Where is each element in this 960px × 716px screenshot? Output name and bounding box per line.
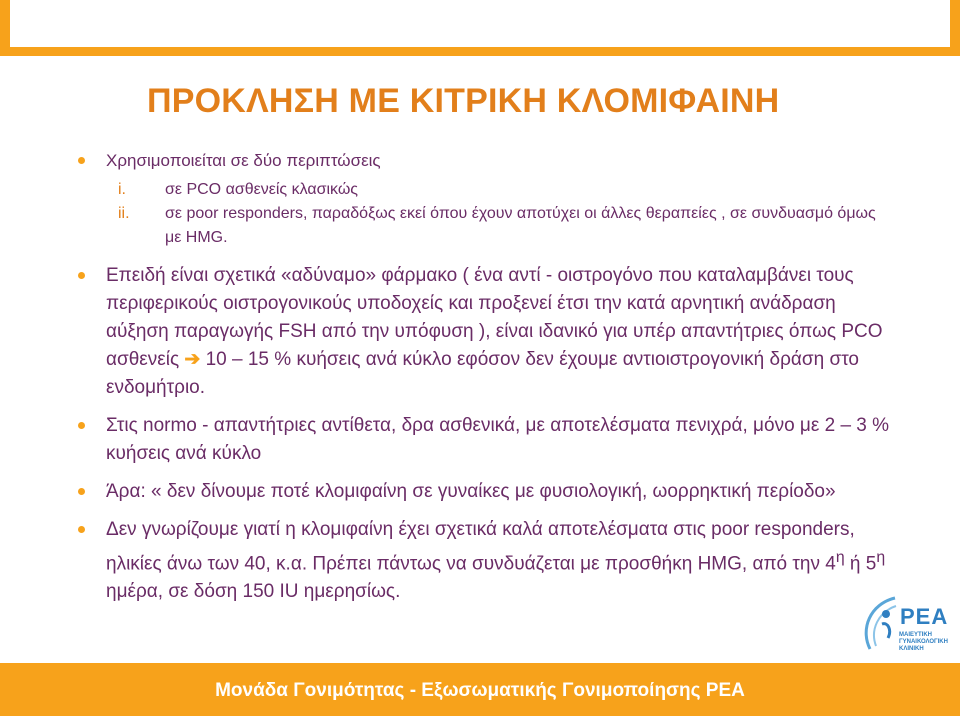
sub-item-text: σε poor responders, παραδόξως εκεί όπου έχουν αποτύχει οι άλλες θεραπείες , σε συνδυασμό όμως με HMG. (165, 205, 876, 246)
sub-item-number: i. (118, 181, 126, 198)
sub-list (118, 178, 892, 250)
bullet-text: Άρα: « δεν δίνουμε ποτέ κλομιφαίνη σε γυναίκες με φυσιολογική, ωορρηκτική περίοδο» (106, 481, 836, 502)
sub-item-number: ii. (118, 205, 130, 222)
arrow-right-icon: ➔ (184, 349, 201, 370)
slide-content (72, 148, 892, 616)
bullet-text: ημέρα, σε δόση 150 IU ημερησίως. (106, 581, 401, 603)
bullet-text: 10 – 15 % κυήσεις ανά κύκλο εφόσον δεν έχουμε αντιοιστρογονική δράση στο ενδομήτριο. (106, 349, 859, 398)
bullet-normo-responders (72, 412, 892, 468)
bullet-poor-responders (72, 516, 892, 606)
bullet-conclusion (72, 478, 892, 506)
sub-item-1 (118, 178, 892, 202)
bullet-text: Στις normo - απαντήτριες αντίθετα, δρα ασθενικά, με αποτελέσματα πενιχρά, μόνο με 2 – 3 % κυήσεις ανά κύκλο (106, 415, 890, 464)
top-banner-inner (10, 0, 950, 47)
superscript: η (835, 549, 845, 566)
sub-item-text: σε PCO ασθενείς κλασικώς (165, 181, 359, 198)
bullet-uses (72, 148, 892, 174)
bullet-text: Επειδή είναι σχετικά «αδύναμο» φάρμακο ( ένα αντί - οιστρογόνο που καταλαμβάνει τους περιφερικούς οιστρογονικούς υποδοχείς και προξενεί έτσι την κατά αρνητική ανάδραση αύξηση παραγωγής FSH από την υπόφυση ), είναι ιδανικό για υπέρ απαντήτριες όπως PCO ασθενείς (106, 265, 883, 370)
footer-text: Μονάδα Γονιμότητας - Εξωσωματικής Γονιμοποίησης ΡΕΑ (215, 680, 745, 701)
slide-title: ΠΡΟΚΛΗΣΗ ΜΕ ΚΙΤΡΙΚΗ ΚΛΟΜΙΦΑΙΝΗ (147, 82, 780, 120)
top-banner (0, 0, 960, 56)
bullet-weak-drug (72, 262, 892, 402)
logo-subtitle: ΜΑΙΕΥΤΙΚΗ ΓΥΝΑΙΚΟΛΟΓΙΚΗ ΚΛΙΝΙΚΗ (899, 632, 948, 652)
logo-name: ΡΕΑ (900, 604, 949, 629)
bullet-text: Χρησιμοποιείται σε δύο περιπτώσεις (106, 151, 381, 170)
sub-item-2 (118, 202, 892, 250)
bullet-text: ή 5 (844, 553, 877, 575)
superscript: η (876, 549, 886, 566)
bullet-text: Δεν γνωρίζουμε γιατί η κλομιφαίνη έχει σχετικά καλά αποτελέσματα στις poor responders, ηλικίες άνω των 40, κ.α. Πρέπει πάντως να συνδυάζεται με προσθήκη HMG, από την 4 (106, 519, 855, 575)
footer-bar (0, 663, 960, 716)
